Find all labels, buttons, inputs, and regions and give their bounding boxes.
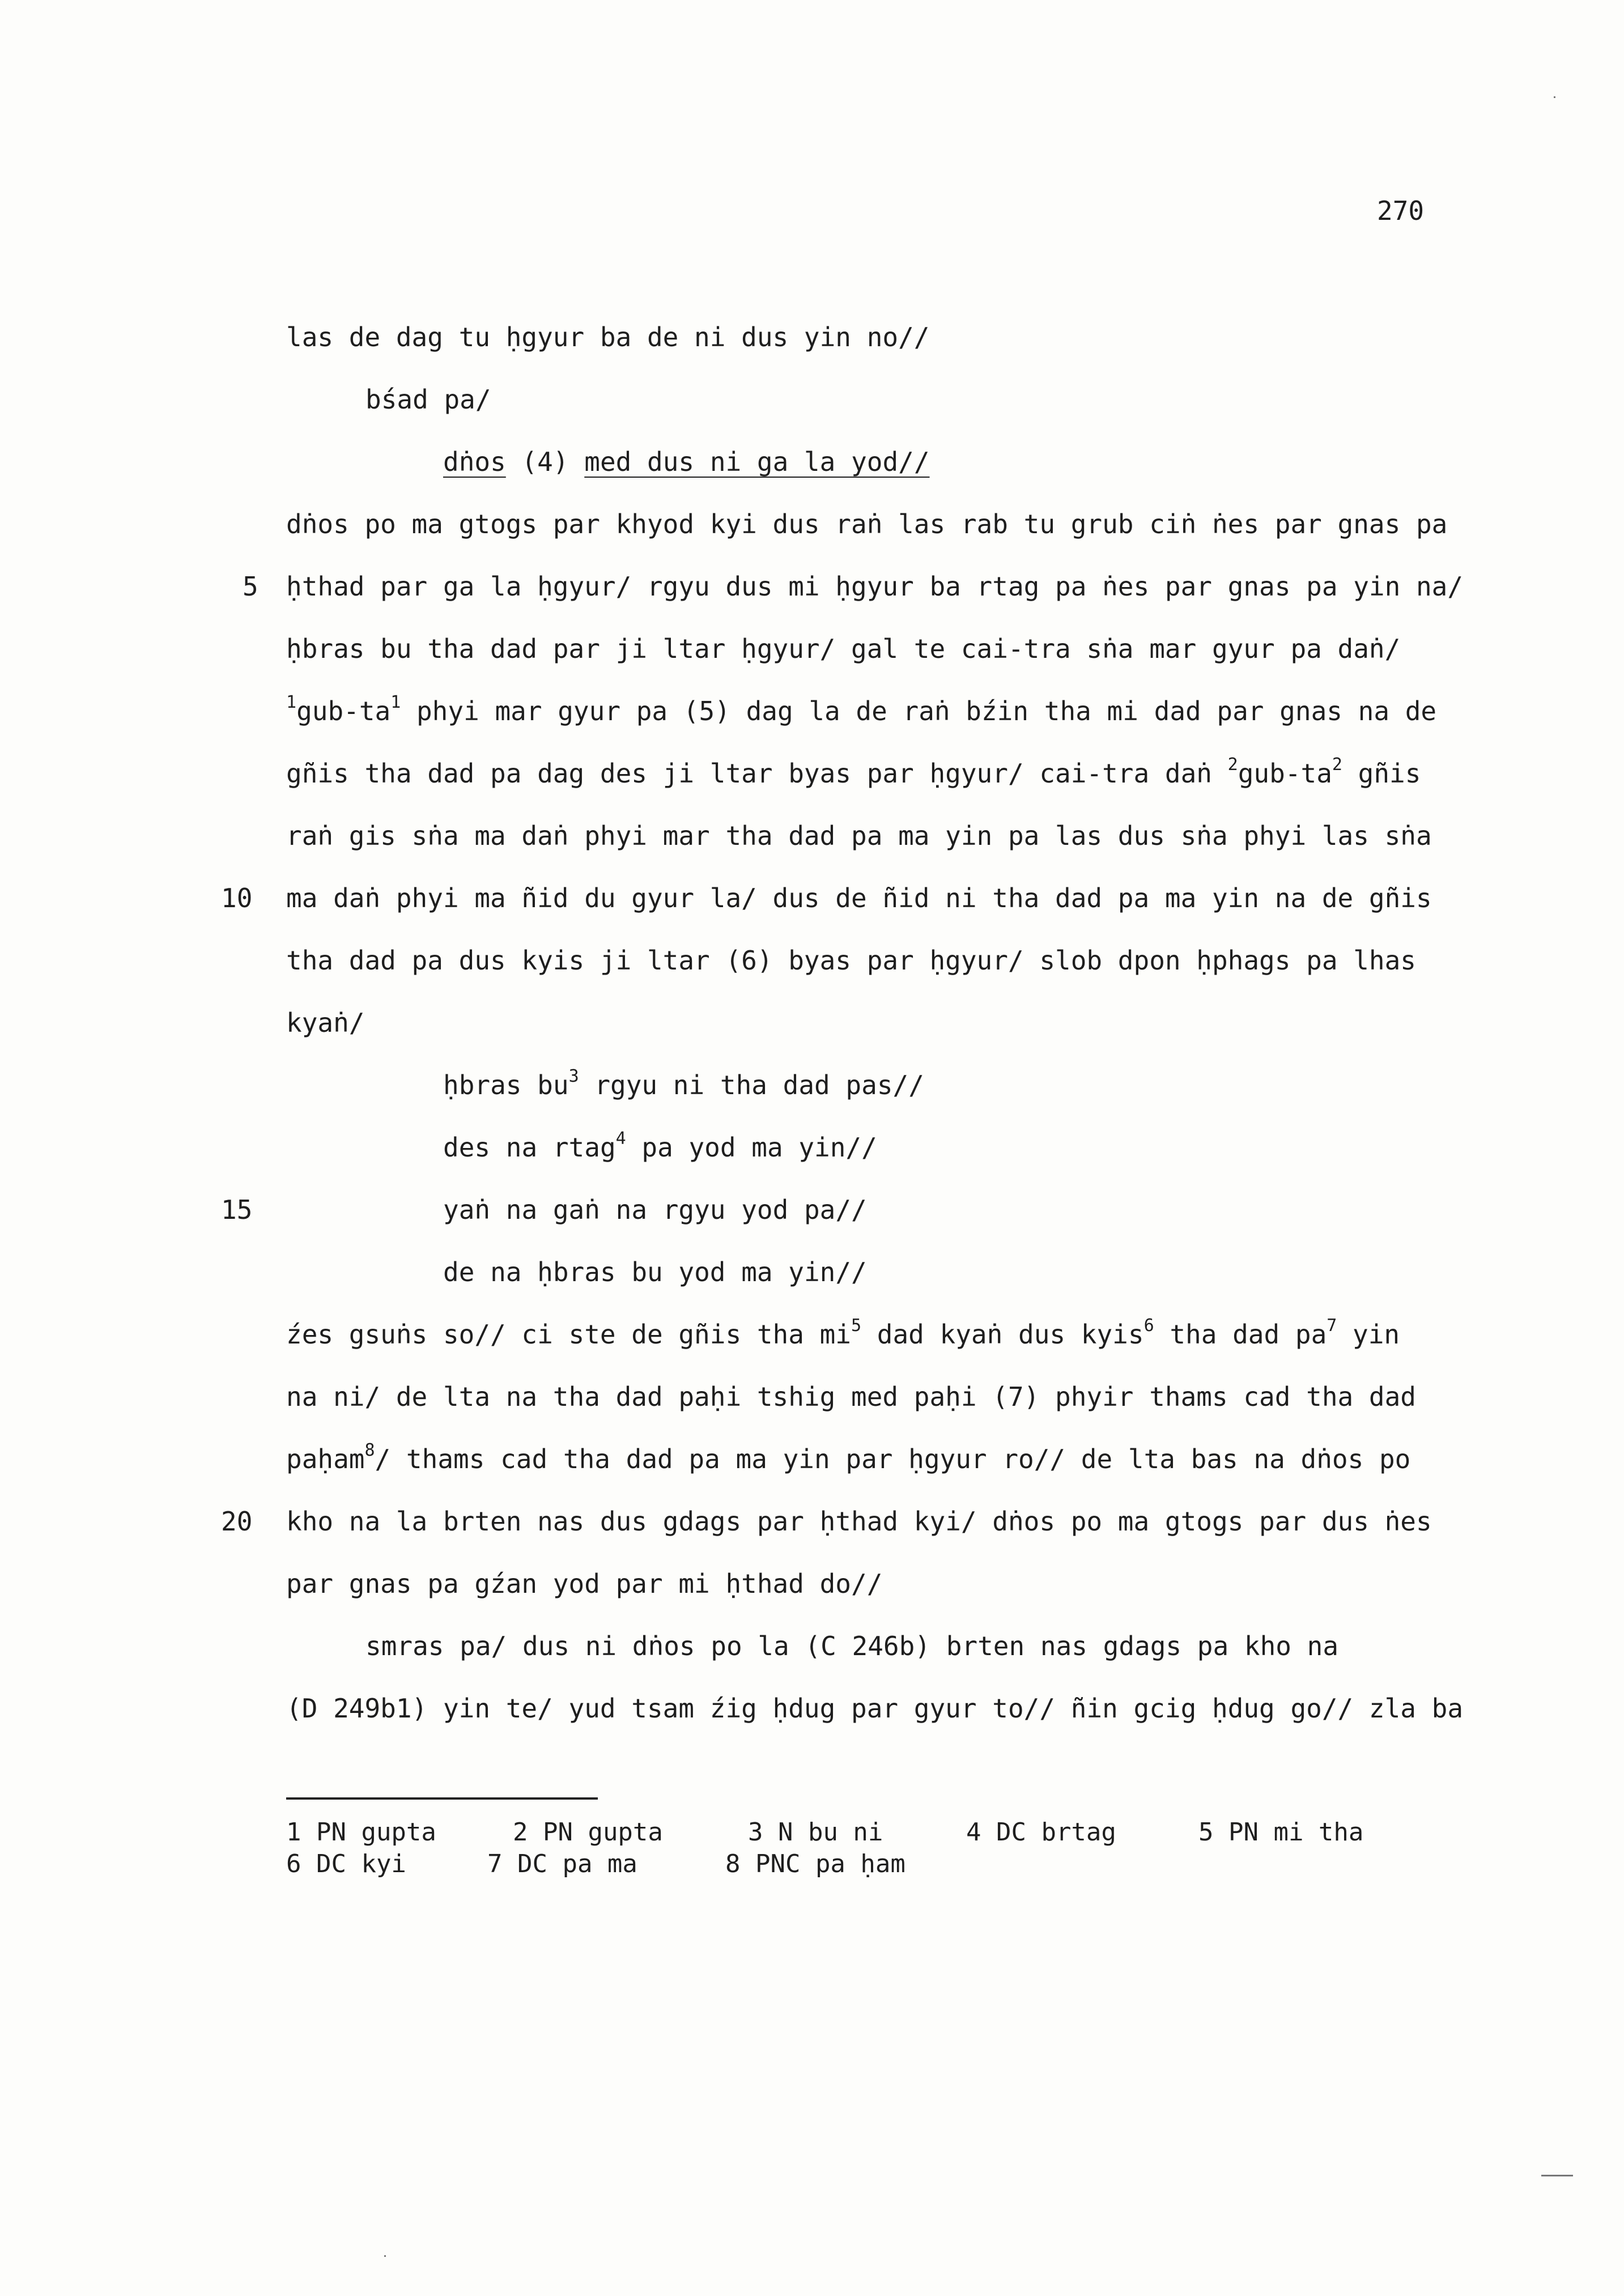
footnote-marker: 5 (851, 1316, 862, 1336)
footnote: 8 PNC pa ḥam (725, 1849, 905, 1878)
text-line: (D 249b1) yin te/ yud tsam źig ḥdug par gyur to// ñin gcig ḥdug go// zla ba (286, 1693, 1464, 1724)
text-line: par gnas pa gźan yod par mi ḥthad do// (286, 1568, 883, 1599)
footnote-marker: 6 (1143, 1316, 1154, 1336)
text-segment: ḥbras bu (443, 1070, 569, 1100)
text-segment: (4) (505, 447, 585, 477)
text-line: smras pa/ dus ni dṅos po la (C 246b) brten nas gdags pa kho na (365, 1631, 1339, 1661)
text-segment: / thams cad tha dad pa ma yin par ḥgyur ro// de lta bas na dṅos po (375, 1444, 1411, 1474)
text-line: ḥbras bu tha dad par ji ltar ḥgyur/ gal te cai-tra sṅa mar gyur pa daṅ/ (286, 633, 1401, 664)
text-segment: des na rtag (443, 1132, 616, 1163)
line-number: 15 (221, 1194, 253, 1225)
text-segment: rgyu ni tha dad pas// (579, 1070, 924, 1100)
text-segment: yin (1337, 1319, 1400, 1350)
line-number: 20 (221, 1506, 253, 1537)
footnote-marker: 2 (1332, 755, 1342, 775)
footnote-marker: 8 (364, 1440, 375, 1460)
footnote: 3 N bu ni (748, 1818, 883, 1847)
text-segment: pa yod ma yin// (626, 1132, 877, 1163)
footnote: 2 PN gupta (513, 1818, 663, 1847)
text-line: dṅos po ma gtogs par khyod kyi dus raṅ las rab tu grub ciṅ ṅes par gnas pa (286, 509, 1448, 539)
footnote: 5 PN mi tha (1198, 1818, 1364, 1847)
text-line: ma daṅ phyi ma ñid du gyur la/ dus de ñid ni tha dad pa ma yin na de gñis (286, 883, 1432, 913)
text-segment: gñis (1342, 758, 1421, 789)
text-line: las de dag tu ḥgyur ba de ni dus yin no// (286, 322, 930, 352)
text-segment: dad kyaṅ dus kyis (861, 1319, 1144, 1350)
text-segment: gub-ta (296, 696, 391, 726)
text-line (443, 1129, 877, 1163)
footnote: 6 DC kyi (286, 1849, 406, 1878)
text-segment: paḥam (286, 1444, 365, 1474)
text-line: raṅ gis sṅa ma daṅ phyi mar tha dad pa ma yin pa las dus sṅa phyi las sṅa (286, 820, 1432, 851)
footnote: 1 PN gupta (286, 1818, 436, 1847)
line-number: 10 (221, 883, 253, 913)
text-segment: gub-ta (1238, 758, 1332, 789)
text-segment: tha dad pa (1154, 1319, 1327, 1350)
scan-mark (1541, 2175, 1573, 2176)
line-number: 5 (243, 571, 258, 602)
text-segment: gñis tha dad pa dag des ji ltar byas par ḥgyur/ cai-tra daṅ (286, 758, 1228, 789)
footnote-marker: 2 (1227, 755, 1238, 775)
text-line: kho na la brten nas dus gdags par ḥthad kyi/ dṅos po ma gtogs par dus ṅes (286, 1506, 1432, 1537)
text-line: kyaṅ/ (286, 1007, 365, 1038)
text-line: de na ḥbras bu yod ma yin// (443, 1257, 867, 1287)
text-segment: dṅos (443, 447, 506, 477)
text-line (286, 755, 1421, 789)
text-line: ḥthad par ga la ḥgyur/ rgyu dus mi ḥgyur ba rtag pa ṅes par gnas pa yin na/ (286, 571, 1464, 602)
footnote-marker: 4 (615, 1129, 626, 1149)
scan-speck (384, 2255, 386, 2257)
text-line (443, 1066, 924, 1100)
footnote: 4 DC brtag (966, 1818, 1116, 1847)
footnote-marker: 3 (568, 1066, 579, 1086)
text-segment: phyi mar gyur pa (5) dag la de raṅ bźin tha mi dad par gnas na de (401, 696, 1437, 726)
text-line (286, 692, 1437, 726)
text-line (286, 1316, 1400, 1350)
footnote: 7 DC pa ma (487, 1849, 637, 1878)
scan-speck (1554, 96, 1555, 98)
footnote-marker: 1 (390, 692, 401, 712)
text-line (286, 1440, 1411, 1474)
text-line (443, 449, 930, 475)
footnote-rule (286, 1797, 598, 1800)
text-line: na ni/ de lta na tha dad paḥi tshig med paḥi (7) phyir thams cad tha dad (286, 1381, 1416, 1412)
text-segment: med dus ni ga la yod// (584, 447, 930, 477)
text-line: bśad pa/ (365, 384, 491, 415)
text-line: tha dad pa dus kyis ji ltar (6) byas par ḥgyur/ slob dpon ḥphags pa lhas (286, 945, 1416, 976)
footnote-marker: 7 (1327, 1316, 1337, 1336)
text-line: yaṅ na gaṅ na rgyu yod pa// (443, 1194, 867, 1225)
text-segment: źes gsuṅs so// ci ste de gñis tha mi (286, 1319, 851, 1350)
footnote-marker: 1 (286, 692, 297, 712)
page-number: 270 (1377, 195, 1425, 226)
